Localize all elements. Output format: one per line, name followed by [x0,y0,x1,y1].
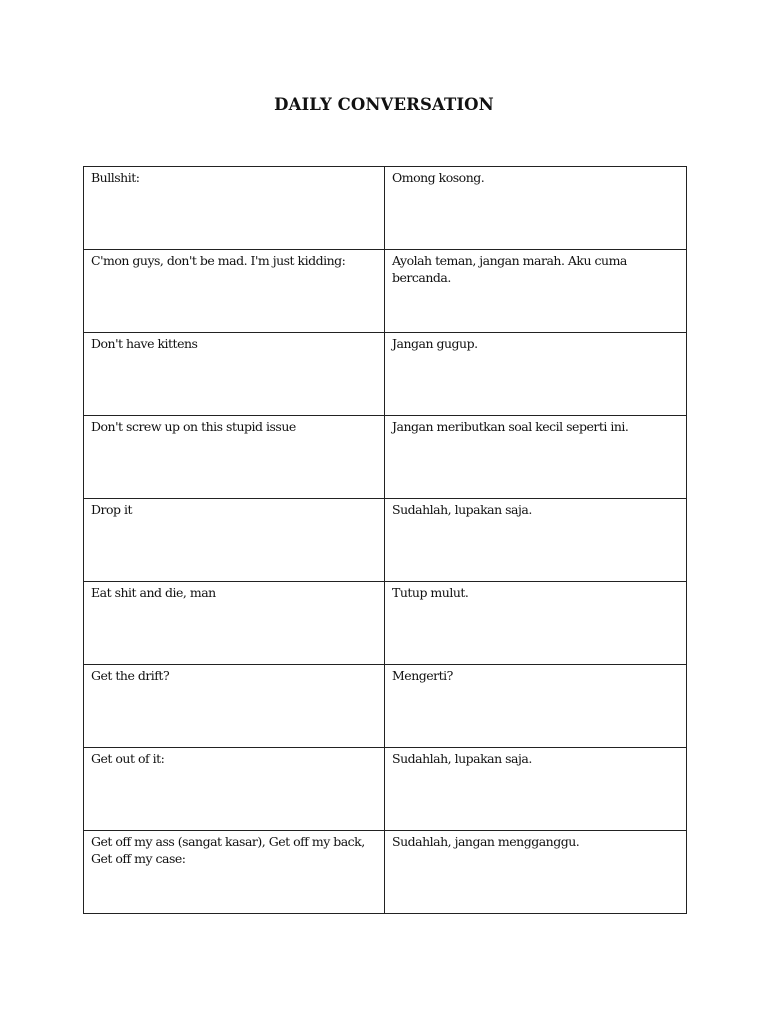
indonesian-translation-cell: Omong kosong. [385,167,687,250]
english-phrase-cell: Get the drift? [84,665,385,748]
indonesian-translation-cell: Mengerti? [385,665,687,748]
english-phrase-cell: Bullshit: [84,167,385,250]
page-title: DAILY CONVERSATION [274,95,494,114]
english-phrase-cell: Don't have kittens [84,333,385,416]
table-row [84,582,687,665]
indonesian-translation-cell: Jangan gugup. [385,333,687,416]
indonesian-translation-cell: Ayolah teman, jangan marah. Aku cuma bercanda. [385,250,687,333]
english-phrase-cell: Get out of it: [84,748,385,831]
english-phrase-cell: Get off my ass (sangat kasar), Get off my back, Get off my case: [84,831,385,914]
table-row [84,748,687,831]
indonesian-translation-cell: Sudahlah, lupakan saja. [385,499,687,582]
english-phrase-cell: C'mon guys, don't be mad. I'm just kidding: [84,250,385,333]
indonesian-translation-cell: Sudahlah, jangan mengganggu. [385,831,687,914]
conversation-table [83,166,687,914]
table-row [84,831,687,914]
table-row [84,499,687,582]
table-row [84,333,687,416]
english-phrase-cell: Don't screw up on this stupid issue [84,416,385,499]
indonesian-translation-cell: Jangan meributkan soal kecil seperti ini. [385,416,687,499]
table-row [84,250,687,333]
english-phrase-cell: Eat shit and die, man [84,582,385,665]
english-phrase-cell: Drop it [84,499,385,582]
table-row [84,416,687,499]
table-row [84,167,687,250]
indonesian-translation-cell: Tutup mulut. [385,582,687,665]
indonesian-translation-cell: Sudahlah, lupakan saja. [385,748,687,831]
table-row [84,665,687,748]
